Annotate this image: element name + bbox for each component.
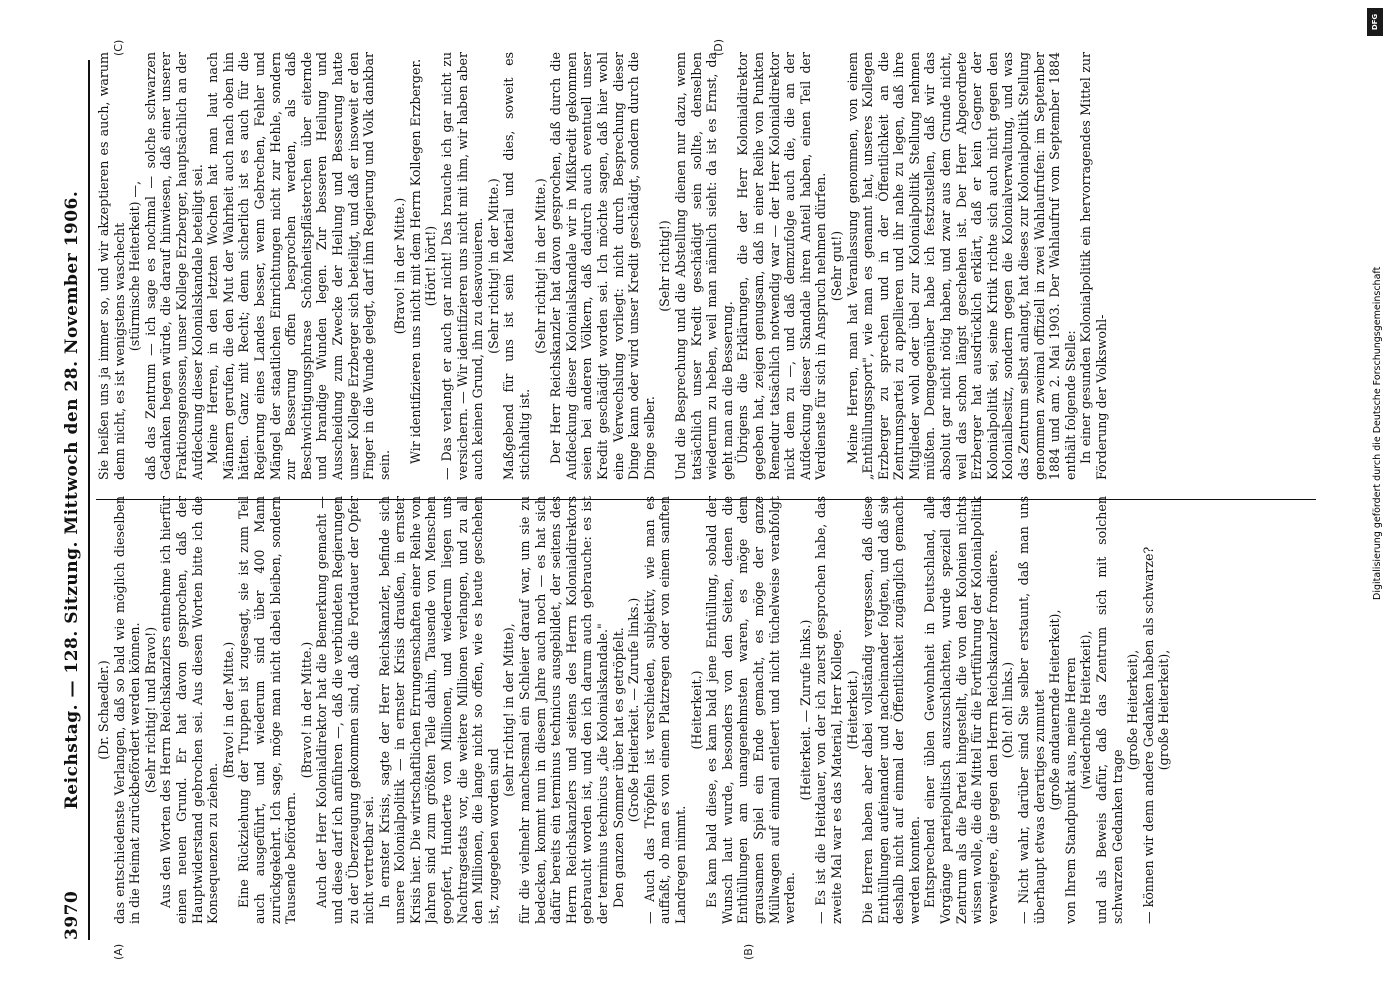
left-column-paragraph: Eine Rückziehung der Truppen ist zugesagt, sie ist zum Teil auch ausgeführt, und wiederum sind über 400 Mann zurückgekehrt. Ich sage, möge man nicht dabei bleiben, sondern Tausende befördern.	[236, 496, 299, 924]
dfg-logo: DFG	[1367, 8, 1383, 36]
left-column-interjection: (Bravo! in der Mitte.)	[220, 641, 236, 779]
left-column-paragraph: Entsprechend einer üblen Gewohnheit in Deutschland, alle Vorgänge parteipolitisch auszuschlachten, wurde speziell das Zentrum als die Partei hingestellt, die von den Kolonien nichts wissen wolle, die die Mittel für die Fortführung der Kolonialpolitik verweigere, die gegen den Herrn Reichskanzler frondiere.	[922, 496, 1000, 924]
left-column-interjection: (große Heiterkeit),	[1125, 649, 1141, 771]
page-number: 3970	[62, 890, 82, 940]
page-header	[62, 60, 84, 940]
left-column-paragraph: das entschiedenste Verlangen, daß so bald wie möglich dieselben in die Heimat zurückbefördert werden können.	[111, 496, 143, 924]
right-column-paragraph: Meine Herren, man hat Veranlassung genommen, von einem „Enthüllungssport", wie man es genannt hat, unseres Kollegen Erzberger zu sprechen und in der Öffentlichkeit an die Zentrumspartei zu appellieren und ihr nahe zu legen, daß ihre Mitglieder wohl oder übel zur Kolonialpolitik Stellung nehmen müßten. Demgegenüber habe ich festzustellen, daß wir das absolut gar nicht nötig haben, und zwar aus dem Grunde nicht, weil das schon längst geschehen ist. Der Herr Abgeordnete Erzberger hat ausdrücklich erklärt, daß er kein Gegner der Kolonialpolitik sei, seine Kritik richte sich auch nicht gegen den Kolonialbesitz, sondern gegen die Kolonialverwaltung, und was das Zentrum selbst anlangt, hat dieses zur Kolonialpolitik Stellung genommen zweimal offiziell in zwei Wahlaufrufen: im September 1884 und am 2. Mai 1903. Der Wahlaufruf vom September 1884 enthält folgende Stelle:	[844, 52, 1078, 480]
left-column-paragraph: und als Beweis dafür, daß das Zentrum sich mit solchen schwarzen Gedanken trage	[1094, 496, 1125, 924]
left-column-interjection: (Bravo! in der Mitte.)	[298, 641, 314, 779]
left-column	[96, 496, 1316, 924]
left-column-interjection: (Oh! oh! links.)	[1000, 661, 1016, 759]
right-column-interjection: (Sehr gut!)	[828, 230, 844, 302]
right-column-interjection: (Bravo! in der Mitte.)	[392, 197, 408, 335]
left-column-interjection: (Heiterkeit.)	[688, 670, 704, 750]
left-column-paragraph: Aus den Worten des Herrn Reichskanzlers entnehme ich hierfür einen neuen Grund. Er hat davon gesprochen, daß der Hauptwiderstand gebrochen sei. Aus diesen Worten bitte ich die Konsequenzen zu ziehen.	[158, 496, 221, 924]
margin-marker-b: (B)	[742, 943, 755, 960]
left-column-paragraph: von Ihrem Standpunkt aus, meine Herren	[1062, 657, 1078, 924]
right-column-interjection: (Sehr richtig! in der Mitte.)	[485, 178, 501, 354]
margin-marker-c: (C)	[112, 39, 125, 56]
left-column-interjection: (Heiterkeit. — Zurufe links.)	[797, 619, 813, 801]
right-column-paragraph: daß das Zentrum — ich sage es nochmal — solche schwarzen Gedanken hegen würde, die darauf hinwiesen, daß einer unserer Fraktionsgenossen, unser Kollege Erzberger, hauptsächlich an der Aufdeckung dieser Kolonialskandale beteiligt sei.	[142, 52, 205, 480]
right-column-paragraph: Sie heißen uns ja immer so, und wir akzeptieren es auch, warum denn nicht, es ist wenigstens waschecht	[96, 52, 127, 480]
right-column-paragraph: Meine Herren, in den letzten Wochen hat man laut nach Männern gerufen, die den Mut der Wahrheit auch nach oben hin hätten. Ganz mit Recht; denn sicherlich ist es auch für die Regierung eines Landes besser, wenn Gebrechen, Fehler und Mängel der staatlichen Einrichtungen nicht zur Hehle, sondern zur Besserung offen besprochen werden, als daß Beschwichtigungsphrase Schönheitspflästerchen über eiternde und brandige Wunden legen. Zur besseren Heilung und Ausscheidung zum Zwecke der Heilung und Besserung hatte unser Kollege Erzberger sich beteiligt, und daß er insoweit er den Finger in die Wunde gelegt, darf ihm Regierung und Volk dankbar sein.	[205, 52, 392, 480]
digitization-watermark: Digitalisierung gefördert durch die Deutsche Forschungsgemeinschaft	[1372, 266, 1383, 600]
left-column-paragraph: — können wir denn andere Gedanken haben als schwarze?	[1140, 546, 1156, 924]
right-column-paragraph: Und die Besprechung und die Abstellung dienen nur dazu, wenn tatsächlich unser Kredit geschädigt sein sollte, denselben wiederum zu heben, weil man nämlich sieht: da ist es Ernst, da geht man an die Besserung.	[672, 52, 735, 480]
left-column-paragraph: — Nicht wahr, darüber sind Sie selber erstaunt, daß man uns überhaupt etwas derartiges zumutet	[1016, 496, 1047, 924]
left-column-paragraph: für die vielmehr manchesmal ein Schleier darauf war, um sie zu bedecken, kommt nun in diesem Jahre auch noch — es hat sich dafür bereits ein terminus technicus ausgebildet, der seitens des Herrn Reichskanzlers und seitens des Herrn Kolonialdirektors gebraucht worden ist, und den ich darum auch gebrauche: es ist der terminus technicus „die Kolonialskandale."	[517, 496, 610, 924]
left-column-interjection: (große Heiterkeit),	[1156, 649, 1172, 771]
right-column-paragraph: Wir identifizieren uns nicht mit dem Herrn Kollegen Erzberger.	[407, 58, 423, 464]
column-separator	[96, 499, 1316, 500]
left-column-interjection: (wiederholte Heiterkeit),	[1078, 630, 1094, 790]
left-column-paragraph: — Auch das Tröpfeln ist verschieden, subjektiv, wie man es auffaßt, ob man es von einem Platzregen oder von einem sanften Landregen nimmt.	[641, 496, 688, 924]
page-title: Reichstag. — 128. Sitzung. Mittwoch den 28. November 1906.	[62, 190, 82, 810]
left-column-interjection: (Heiterkeit.)	[844, 670, 860, 750]
left-column-paragraph: Den ganzen Sommer über hat es getröpfelt.	[610, 627, 626, 908]
right-column-paragraph: Maßgebend für uns ist sein Material und dies, soweit es stichhaltig ist.	[501, 52, 533, 480]
margin-marker-a: (A)	[112, 943, 125, 960]
left-column-paragraph: Die Herren haben aber dabei vollständig vergessen, daß diese Enthüllungen aufeinander und nacheinander folgten, und daß sie deshalb nicht auf einmal der Öffentlichkeit zugänglich gemacht werden konnten.	[860, 496, 922, 924]
header-rule	[88, 60, 90, 940]
right-column-paragraph: In einer gesunden Kolonialpolitik ein hervorragendes Mittel zur Förderung der Volkswohl-	[1078, 52, 1109, 480]
left-column-interjection: (große andauernde Heiterkeit),	[1047, 609, 1063, 811]
left-column-interjection: (Sehr richtig! und Bravo!)	[142, 626, 158, 794]
right-column-interjection: (stürmische Heiterkeit) —,	[127, 180, 143, 352]
margin-marker-d: (D)	[712, 38, 725, 56]
left-column-paragraph: Auch der Herr Kolonialdirektor hat die Bemerkung gemacht — und diese darf ich anführen —, daß die verbündeten Regierungen zu der Überzeugung gekommen sind, daß die Fortdauer der Opfer nicht vertretbar sei.	[314, 496, 377, 924]
left-column-interjection: (Dr. Schaedler.)	[96, 660, 111, 760]
left-column-paragraph: In ernster Krisis, sagte der Herr Reichskanzler, befinde sich unsere Kolonialpolitik — in ernster Krisis draußen, in ernster Krisis hier. Die wirtschaftlichen Errungenschaften einer Reihe von Jahren sind zum größten Teile dahin, Tausende von Menschen geopfert, Hunderte von Millionen, und wiederum liegen uns Nachtragsetats vor, die weitere Millionen verlangen, und zu all den Millionen, die lange nicht so offen, wie es heute geschehen ist, zugegeben worden sind	[376, 496, 501, 924]
right-column-paragraph: Übrigens die Erklärungen, die der Herr Kolonialdirektor gegeben hat, zeigen genugsam, daß in einer Reihe von Punkten Remedur tatsächlich notwendig war — der Herr Kolonialdirektor nickt dem zu —, und daß demzufolge auch die, die an der Aufdeckung dieser Skandale ihren Anteil haben, einen Teil der Verdienste für sich in Anspruch nehmen dürfen.	[735, 52, 829, 480]
left-column-paragraph: Es kam bald diese, es kam bald jene Enthüllung, sobald der Wunsch laut wurde, besonders von den Seiten, denen die Enthüllungen am unangenehmsten waren, es möge dem grausamen Spiel ein Ende gemacht, es möge der ganze Müllwagen auf einmal entleert und nicht tüchelweise verabfolgt werden.	[704, 496, 798, 924]
right-column-interjection: (Sehr richtig!)	[657, 220, 673, 312]
right-column-paragraph: — Das verlangt er auch gar nicht! Das brauche ich gar nicht zu versichern. — Wir identifizieren uns nicht mit ihm, wir haben aber auch keinen Grund, ihn zu desavouieren.	[439, 52, 486, 480]
right-column	[96, 52, 1316, 480]
right-column-interjection: (Hört! hört!)	[423, 225, 439, 307]
left-column-interjection: (Große Heiterkeit. — Zurufe links.)	[626, 597, 642, 823]
right-column-interjection: (Sehr richtig! in der Mitte.)	[532, 178, 548, 354]
right-column-paragraph: Der Herr Reichskanzler hat davon gesprochen, daß durch die Aufdeckung dieser Kolonialskandale wir in Mißkredit gekommen seien bei anderen Völkern, daß dadurch auch eventuell unser Kredit geschädigt worden sei. Ich möchte sagen, daß hier wohl eine Verwechslung vorliegt: nicht durch Besprechung dieser Dinge kann oder wird unser Kredit geschädigt, sondern durch die Dinge selber.	[548, 52, 657, 480]
left-column-interjection: (sehr richtig! in der Mitte),	[501, 623, 517, 797]
left-column-paragraph: — Es ist die Heitdauer, von der ich zuerst gesprochen habe, das zweite Mal war es das Material, Herr Kollege.	[813, 496, 844, 924]
